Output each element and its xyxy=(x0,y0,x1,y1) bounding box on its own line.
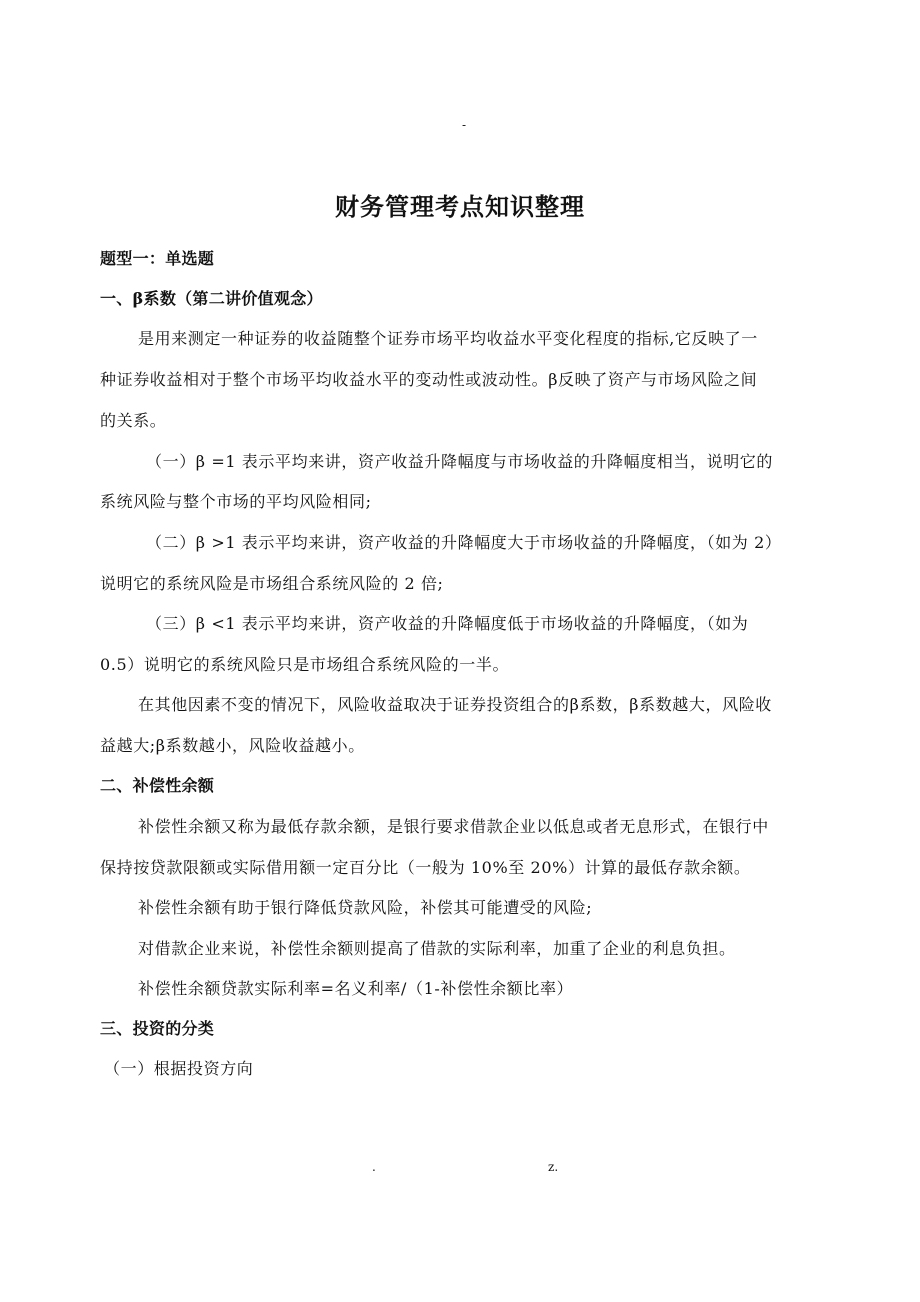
document-title: 财务管理考点知识整理 xyxy=(335,192,585,221)
section-heading-investment-classification: 三、投资的分类 xyxy=(100,1019,215,1038)
paragraph-line: 补偿性余额有助于银行降低贷款风险，补偿其可能遭受的风险; xyxy=(138,898,593,917)
paragraph-line: 种证券收益相对于整个市场平均收益水平的变动性或波动性。β反映了资产与市场风险之间 xyxy=(100,370,758,389)
question-type-heading: 题型一：单选题 xyxy=(100,249,215,268)
formula-line: 补偿性余额贷款实际利率=名义利率/（1-补偿性余额比率） xyxy=(138,979,574,998)
footer-right-mark: z. xyxy=(548,1160,559,1174)
paragraph-line: 是用来测定一种证券的收益随整个证券市场平均收益水平变化程度的指标,它反映了一 xyxy=(138,329,758,348)
paragraph-line: 补偿性余额又称为最低存款余额，是银行要求借款企业以低息或者无息形式，在银行中 xyxy=(138,817,769,836)
paragraph-line: 系统风险与整个市场的平均风险相同; xyxy=(100,492,372,511)
paragraph-line: （三）β <1 表示平均来讲，资产收益的升降幅度低于市场收益的升降幅度，（如为 xyxy=(146,614,749,633)
paragraph-line: （一）β =1 表示平均来讲，资产收益升降幅度与市场收益的升降幅度相当，说明它的 xyxy=(146,452,774,471)
subsection-heading: （一）根据投资方向 xyxy=(104,1059,254,1078)
section-heading-compensating-balance: 二、补偿性余额 xyxy=(100,776,215,795)
paragraph-line: 说明它的系统风险是市场组合系统风险的 2 倍; xyxy=(100,574,444,593)
section-heading-beta: 一、β系数（第二讲价值观念） xyxy=(100,289,323,308)
footer-left-mark: . xyxy=(372,1160,376,1174)
paragraph-line: 在其他因素不变的情况下，风险收益取决于证券投资组合的β系数，β系数越大，风险收 xyxy=(138,695,772,714)
paragraph-line: 对借款企业来说，补偿性余额则提高了借款的实际利率，加重了企业的利息负担。 xyxy=(138,939,736,958)
header-mark: - xyxy=(462,118,467,132)
paragraph-line: 益越大;β系数越小，风险收益越小。 xyxy=(100,736,365,755)
paragraph-line: 保持按贷款限额或实际借用额一定百分比（一般为 10%至 20%）计算的最低存款余额。 xyxy=(100,858,751,877)
paragraph-line: （二）β >1 表示平均来讲，资产收益的升降幅度大于市场收益的升降幅度，（如为 2） xyxy=(146,533,782,552)
paragraph-line: 的关系。 xyxy=(100,411,167,430)
paragraph-line: 0.5）说明它的系统风险只是市场组合系统风险的一半。 xyxy=(100,655,510,674)
